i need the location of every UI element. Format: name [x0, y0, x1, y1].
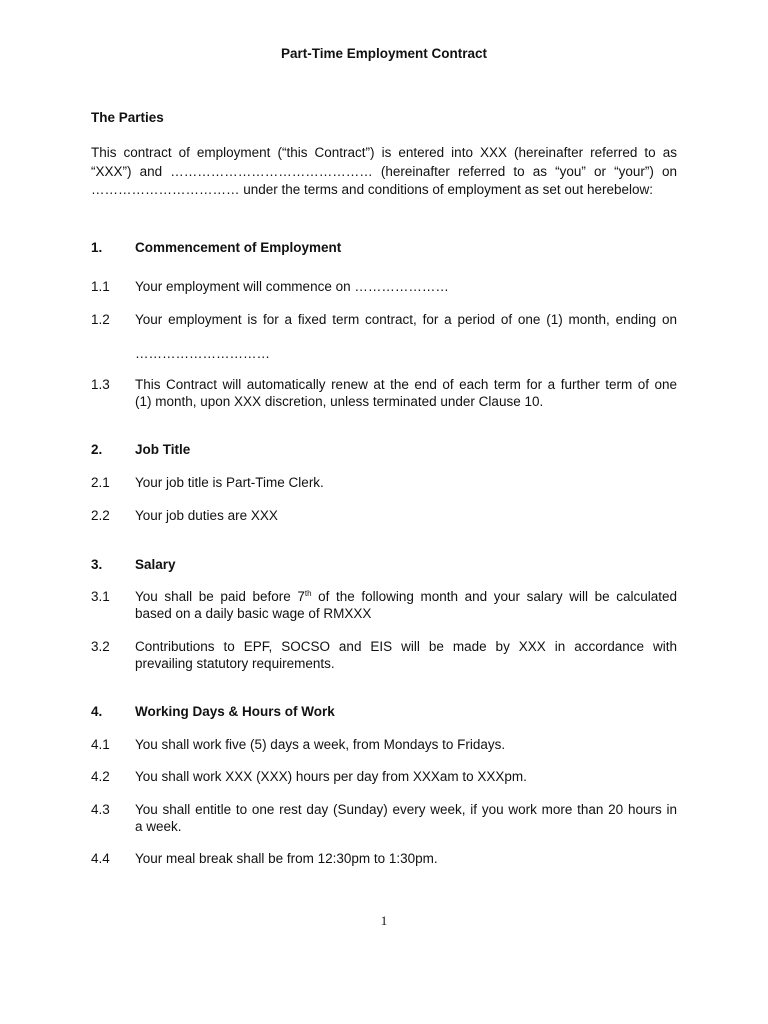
clause-number: 4.3	[91, 802, 110, 817]
clause-line: (1) month, upon XXX discretion, unless terminated under Clause 10.	[135, 394, 544, 409]
clause-text	[135, 736, 677, 753]
clause-number: 2.2	[91, 508, 110, 523]
section-number: 3.	[91, 557, 103, 572]
clause-text	[135, 588, 677, 622]
intro-line: This contract of employment (“this Contract”) is entered into XXX (hereinafter referred to as	[91, 145, 677, 160]
clause-text	[135, 278, 677, 295]
clause-line: You shall entitle to one rest day (Sunday) every week, if you work more than 20 hours in	[135, 802, 677, 817]
clause-line: You shall work five (5) days a week, from Mondays to Fridays.	[135, 737, 506, 752]
clause-line-part: You shall be paid before 7	[135, 589, 305, 604]
clause-text	[135, 345, 677, 362]
clause-line: This Contract will automatically renew at the end of each term for a further term of one	[135, 377, 677, 392]
clause-line: You shall work XXX (XXX) hours per day from XXXam to XXXpm.	[135, 769, 527, 784]
clause-number: 4.1	[91, 737, 110, 752]
clause-line: a week.	[135, 819, 182, 834]
intro-paragraph	[91, 144, 677, 200]
clause-text	[135, 376, 677, 410]
clause-line: Your meal break shall be from 12:30pm to 1:30pm.	[135, 851, 438, 866]
clause-line: Your employment is for a fixed term contract, for a period of one (1) month, ending on	[135, 312, 677, 327]
clause-number: 4.4	[91, 851, 110, 866]
clause-line	[135, 588, 677, 605]
clause-text	[135, 638, 677, 672]
parties-heading: The Parties	[91, 110, 164, 125]
clause-number: 2.1	[91, 475, 110, 490]
clause-line: prevailing statutory requirements.	[135, 656, 335, 671]
clause-text	[135, 801, 677, 835]
section-title: Working Days & Hours of Work	[135, 704, 335, 719]
clause-number: 1.2	[91, 312, 110, 327]
clause-line: …………………………	[135, 346, 270, 361]
section-title: Commencement of Employment	[135, 240, 342, 255]
intro-line: …………………………… under the terms and conditions of employment as set out herebelow:	[91, 182, 653, 197]
clause-number: 3.1	[91, 589, 110, 604]
section-title: Job Title	[135, 442, 191, 457]
clause-text	[135, 474, 677, 491]
clause-text	[135, 311, 677, 328]
intro-line: “XXX”) and ……………………………………… (hereinafter referred to as “you” or “your”) on	[91, 163, 677, 179]
document-title: Part-Time Employment Contract	[280, 46, 488, 61]
clause-line: Your employment will commence on …………………	[135, 279, 449, 294]
page-number: 1	[380, 913, 388, 928]
section-number: 2.	[91, 442, 103, 457]
clause-text	[135, 850, 677, 867]
clause-line-part: of the following month and your salary will be calculated	[311, 589, 677, 604]
section-number: 4.	[91, 704, 103, 719]
clause-number: 1.3	[91, 377, 110, 392]
clause-line: Your job duties are XXX	[135, 508, 278, 523]
clause-line: based on a daily basic wage of RMXXX	[135, 606, 372, 621]
clause-text	[135, 507, 677, 524]
section-title: Salary	[135, 557, 176, 572]
clause-number: 3.2	[91, 639, 110, 654]
clause-line: Your job title is Part-Time Clerk.	[135, 475, 324, 490]
clause-line: Contributions to EPF, SOCSO and EIS will be made by XXX in accordance with	[135, 639, 677, 654]
clause-number: 1.1	[91, 279, 110, 294]
clause-number: 4.2	[91, 769, 110, 784]
clause-text	[135, 768, 677, 785]
ordinal-suffix: th	[304, 589, 312, 598]
section-number: 1.	[91, 240, 103, 255]
